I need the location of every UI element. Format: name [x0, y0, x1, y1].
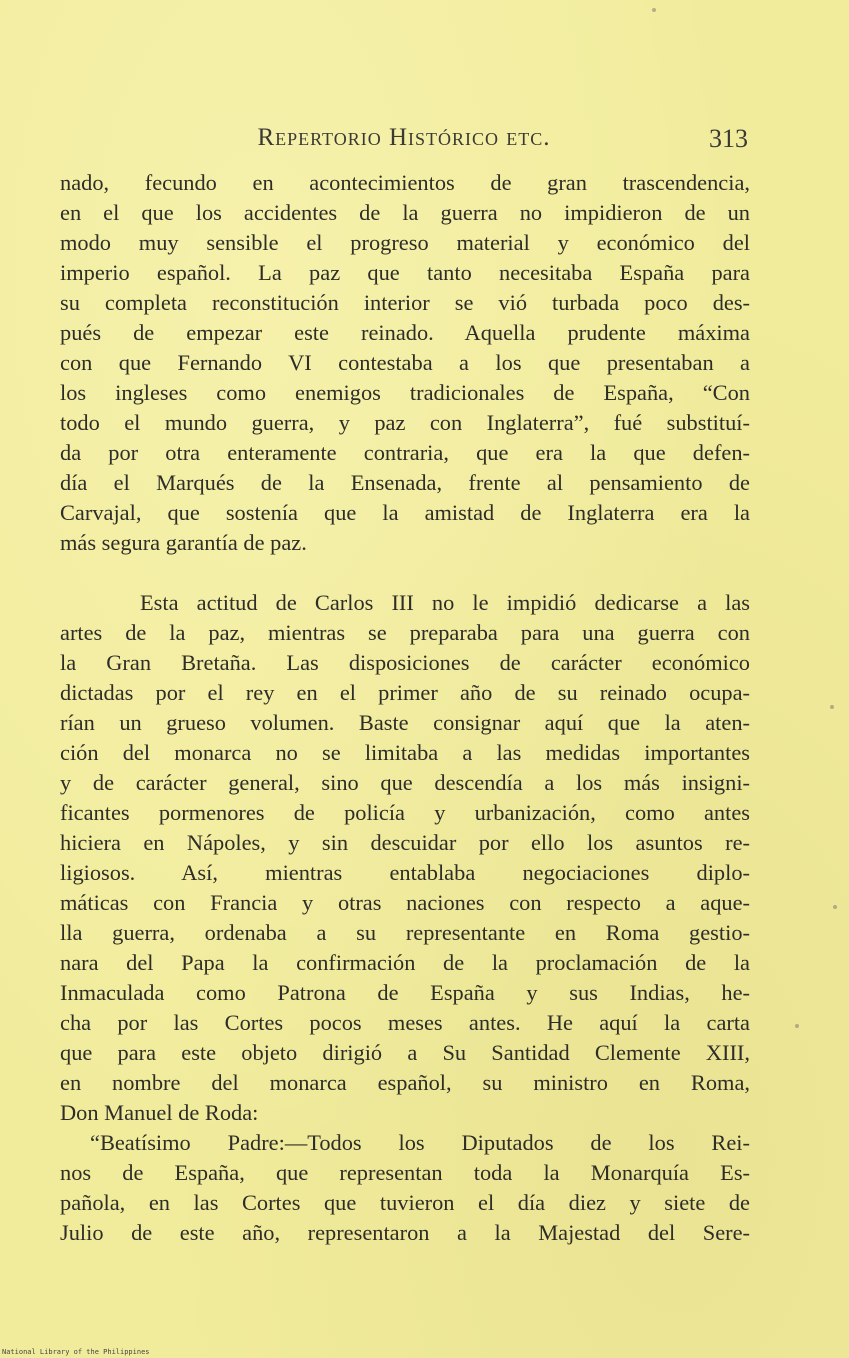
text-line: nado, fecundo en acontecimientos de gran trascendencia, [60, 170, 750, 195]
text-line: la Gran Bretaña. Las disposiciones de carácter económico [60, 650, 750, 675]
text-line: artes de la paz, mientras se preparaba para una guerra con [60, 620, 750, 645]
text-line: Carvajal, que sostenía que la amistad de Inglaterra era la [60, 500, 750, 525]
text-line: Esta actitud de Carlos III no le impidió dedicarse a las [140, 590, 750, 615]
text-line: imperio español. La paz que tanto necesitaba España para [60, 260, 750, 285]
text-line: nara del Papa la confirmación de la proclamación de la [60, 950, 750, 975]
text-line: pañola, en las Cortes que tuvieron el día diez y siete de [60, 1190, 750, 1215]
text-line: hiciera en Nápoles, y sin descuidar por ello los asuntos re- [60, 830, 750, 855]
paper-speck [795, 1024, 799, 1028]
text-line: “Beatísimo Padre:—Todos los Diputados de los Rei- [90, 1130, 750, 1155]
running-title: Repertorio Histórico etc. [257, 124, 551, 151]
text-line: que para este objeto dirigió a Su Santidad Clemente XIII, [60, 1040, 750, 1065]
paper-speck [652, 8, 656, 12]
text-line: modo muy sensible el progreso material y económico del [60, 230, 750, 255]
paragraph-2 [60, 588, 750, 1128]
text-line: Don Manuel de Roda: [60, 1100, 259, 1125]
text-line: en el que los accidentes de la guerra no impidieron de un [60, 200, 750, 225]
text-line: ligiosos. Así, mientras entablaba negociaciones diplo- [60, 860, 750, 885]
text-line: los ingleses como enemigos tradicionales de España, “Con [60, 380, 750, 405]
running-head [60, 124, 748, 154]
text-line: ficantes pormenores de policía y urbanización, como antes [60, 800, 750, 825]
text-line: lla guerra, ordenaba a su representante en Roma gestio- [60, 920, 750, 945]
text-line: más segura garantía de paz. [60, 530, 307, 555]
text-line: y de carácter general, sino que descendía a los más insigni- [60, 770, 750, 795]
text-line: nos de España, que representan toda la Monarquía Es- [60, 1160, 750, 1185]
text-line: Inmaculada como Patrona de España y sus Indias, he- [60, 980, 750, 1005]
text-line: día el Marqués de la Ensenada, frente al pensamiento de [60, 470, 750, 495]
text-line: ción del monarca no se limitaba a las medidas importantes [60, 740, 750, 765]
paragraph-3 [60, 1128, 750, 1248]
text-line: dictadas por el rey en el primer año de su reinado ocupa- [60, 680, 750, 705]
text-line: da por otra enteramente contraria, que era la que defen- [60, 440, 750, 465]
library-credit: National Library of the Philippines [2, 1348, 150, 1356]
paragraph-1 [60, 168, 750, 558]
paper-speck [833, 905, 837, 909]
page-number: 313 [709, 124, 748, 153]
text-line: rían un grueso volumen. Baste consignar aquí que la aten- [60, 710, 750, 735]
paper-speck [830, 705, 834, 709]
text-line: todo el mundo guerra, y paz con Inglaterra”, fué substituí- [60, 410, 750, 435]
text-line: pués de empezar este reinado. Aquella prudente máxima [60, 320, 750, 345]
text-line: Julio de este año, representaron a la Majestad del Sere- [60, 1220, 750, 1245]
text-line: en nombre del monarca español, su ministro en Roma, [60, 1070, 750, 1095]
text-line: máticas con Francia y otras naciones con respecto a aque- [60, 890, 750, 915]
text-line: con que Fernando VI contestaba a los que presentaban a [60, 350, 750, 375]
text-line: su completa reconstitución interior se vió turbada poco des- [60, 290, 750, 315]
text-line: cha por las Cortes pocos meses antes. He aquí la carta [60, 1010, 750, 1035]
body-text [60, 168, 750, 1248]
